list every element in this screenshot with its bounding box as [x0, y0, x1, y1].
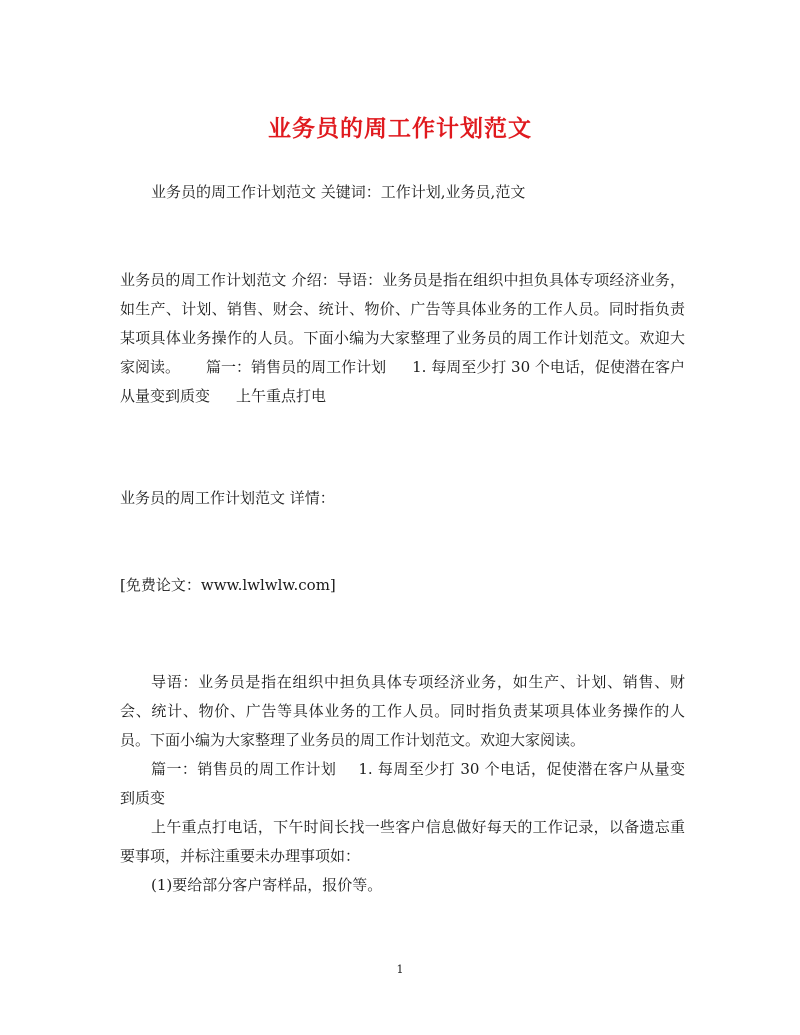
keywords-label: 业务员的周工作计划范文 关键词：	[151, 183, 381, 201]
body-paragraph-section	[120, 755, 685, 813]
keywords-value: 工作计划,业务员,范文	[380, 183, 526, 201]
intro-item: 1. 每周至少打 30 个电话，促使潜在客户从量变到质变	[120, 358, 685, 405]
body-paragraph-intro: 导语：业务员是指在组织中担负具体专项经济业务，如生产、计划、销售、财会、统计、物价、广告等具体业务的工作人员。同时指负责某项具体业务操作的人员。下面小编为大家整理了业务员的周工作计划范文。欢迎大家阅读。	[120, 673, 685, 749]
page-number: 1	[396, 963, 404, 976]
intro-section-heading: 篇一：销售员的周工作计划	[206, 358, 387, 376]
document-title: 业务员的周工作计划范文	[268, 115, 532, 142]
body-section	[120, 668, 685, 900]
body-section-heading: 篇一：销售员的周工作计划	[151, 760, 337, 778]
intro-tail: 上午重点打电	[236, 387, 327, 405]
intro-lead: 业务员的周工作计划范文 介绍：导语：业务员是指在组织中担负具体专项经济业务，如生产、计划、销售、财会、统计、物价、广告等具体业务的工作人员。同时指负责某项具体业务操作的人员。下面小编为大家整理了业务员的周工作计划范文。欢迎大家阅读。	[120, 271, 685, 376]
details-label: 业务员的周工作计划范文 详情：	[120, 489, 335, 507]
keywords-line	[120, 178, 685, 207]
body-paragraph-list-item: (1)要给部分客户寄样品，报价等。	[151, 876, 383, 894]
body-paragraph-morning: 上午重点打电话，下午时间长找一些客户信息做好每天的工作记录，以备遗忘重要事项，并标注重要未办理事项如：	[120, 818, 685, 865]
free-paper-link[interactable]: [免费论文：www.lwlwlw.com]	[120, 576, 336, 594]
intro-paragraph	[120, 266, 685, 411]
body-item: 1. 每周至少打 30 个电话，促使潜在客户从量变到质变	[120, 760, 685, 807]
